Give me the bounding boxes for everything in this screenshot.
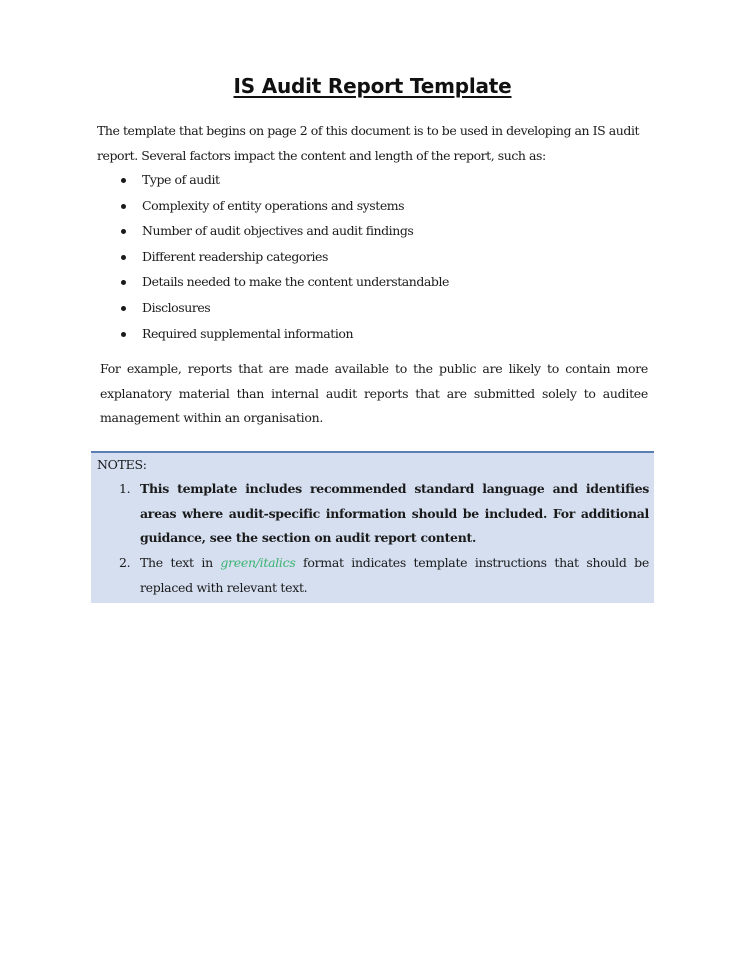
factors-list: [118, 167, 449, 346]
note-item: [119, 551, 649, 600]
list-item: Different readership categories: [118, 244, 449, 270]
note-number: 2.: [119, 555, 131, 571]
example-paragraph: For example, reports that are made available to the public are likely to contain more explanatory material than internal audit reports that are submitted solely to auditee management within an organisation.: [100, 361, 648, 425]
note-text-prefix: The text in: [140, 555, 213, 571]
note-item: [119, 477, 649, 551]
list-item: Type of audit: [118, 167, 449, 193]
document-title: IS Audit Report Template: [233, 74, 512, 98]
list-item: Complexity of entity operations and systems: [118, 193, 449, 219]
list-item: Disclosures: [118, 295, 449, 321]
list-item: Number of audit objectives and audit findings: [118, 218, 449, 244]
notes-box: [91, 451, 654, 603]
note-text: This template includes recommended standard language and identifies areas where audit-specific information should be included. For additional guidance, see the section on audit report content.: [140, 481, 649, 546]
note-number: 1.: [119, 481, 131, 496]
intro-paragraph: The template that begins on page 2 of this document is to be used in developing an IS audit report. Several factors impact the content and length of the report, such as:: [97, 123, 640, 163]
notes-heading: NOTES:: [97, 457, 147, 472]
list-item: Required supplemental information: [118, 321, 449, 347]
note-text-suffix: format indicates template instructions that should be replaced with relevant text.: [140, 555, 649, 595]
notes-list: [119, 477, 649, 601]
list-item: Details needed to make the content understandable: [118, 269, 449, 295]
note-highlight-text: green/italics: [220, 555, 296, 571]
